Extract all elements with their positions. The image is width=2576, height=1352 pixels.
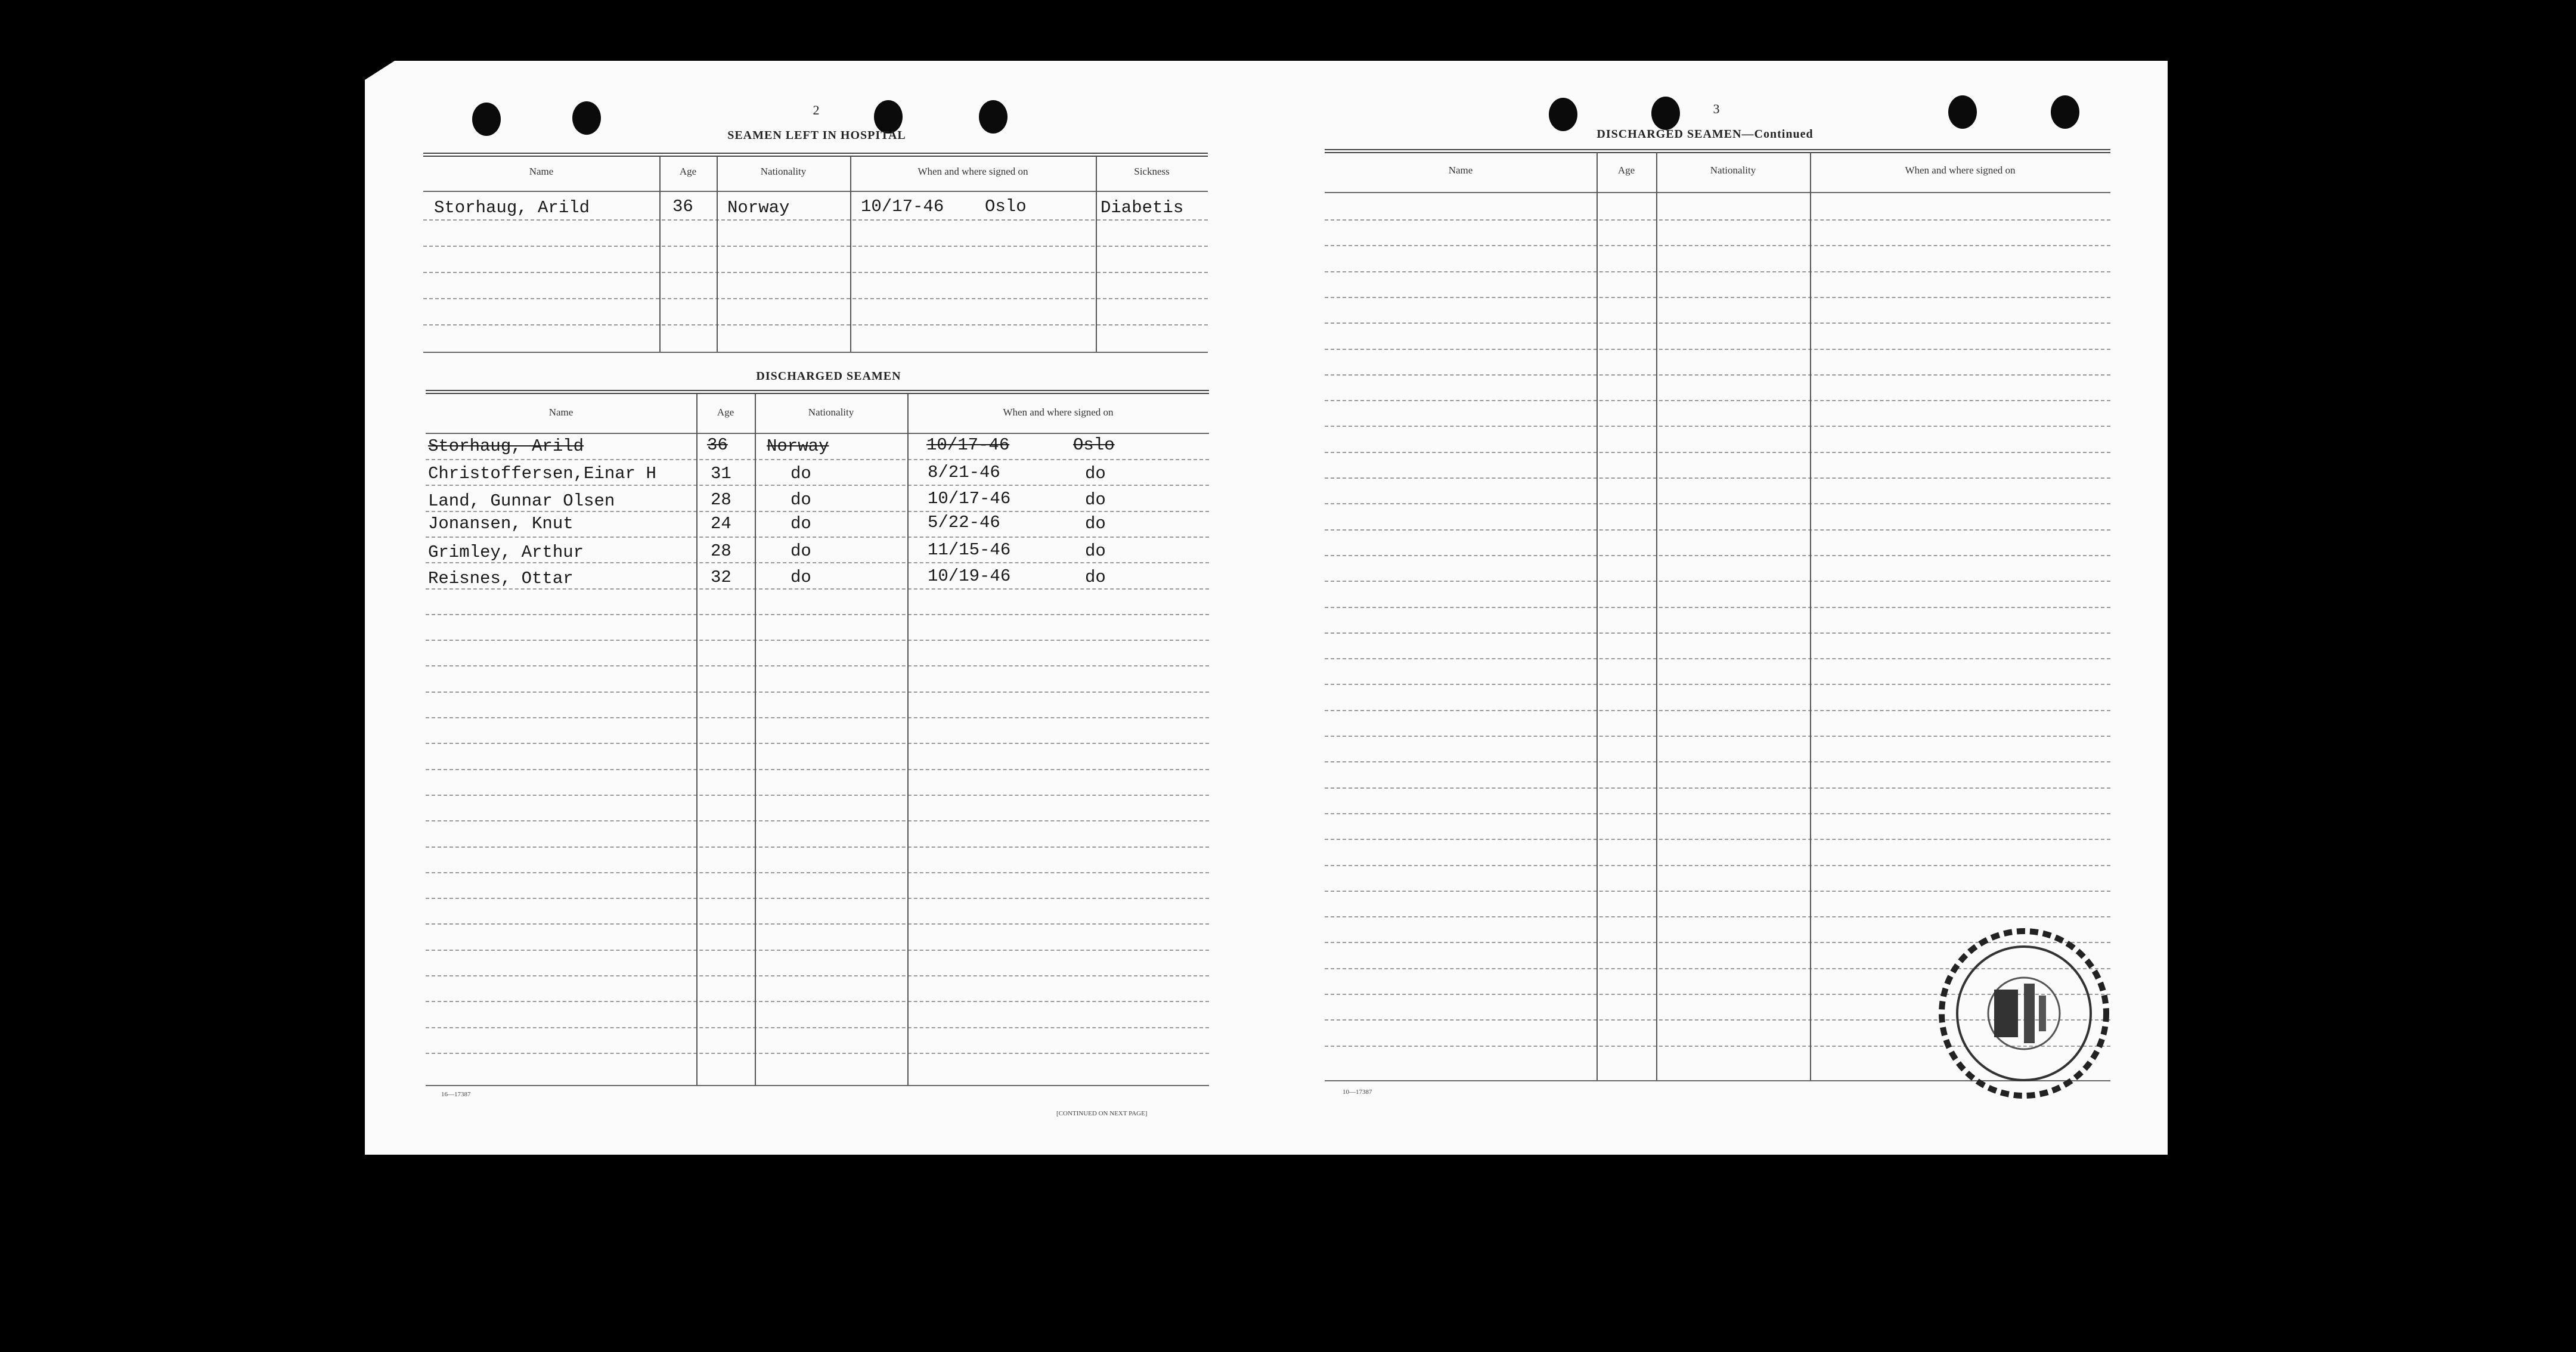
form-number: 16—17387 [441,1091,471,1098]
col-header-nationality: Nationality [808,407,854,418]
row-rule [1325,529,2110,531]
table-rule [426,390,1209,394]
row-rule [426,459,1209,460]
column-divider [1597,153,1598,1080]
row-rule [1325,323,2110,324]
row-rule [426,872,1209,873]
discharged-section-title: DISCHARGED SEAMEN [756,370,901,383]
col-header-signed-on: When and where signed on [1003,407,1114,418]
row-rule [1325,271,2110,272]
row-rule [1325,503,2110,504]
table-bottom-rule [423,352,1208,353]
cell-date: 5/22-46 [928,513,1000,532]
row-rule [423,324,1208,325]
row-rule [1325,555,2110,556]
row-rule [1325,684,2110,685]
row-rule [423,246,1208,247]
row-rule [1325,400,2110,401]
cell-nationality: do [791,541,811,561]
row-rule [1325,865,2110,866]
column-divider [907,393,909,1085]
row-rule [1325,581,2110,582]
row-rule [426,614,1209,615]
hospital-section-title: SEAMEN LEFT IN HOSPITAL [727,129,906,142]
row-rule [1325,736,2110,737]
row-rule [1325,787,2110,789]
column-divider [1096,156,1097,352]
col-header-name: Name [1448,165,1473,176]
col-header-nationality: Nationality [1710,165,1756,176]
punch-hole [979,100,1008,134]
row-rule [426,1001,1209,1002]
cell-age: 28 [711,541,731,561]
row-rule [426,562,1209,563]
row-rule [426,923,1209,925]
row-rule [1325,891,2110,892]
cell-date: 11/15-46 [928,540,1011,560]
row-rule [1325,632,2110,634]
page-number-right: 3 [1713,101,1720,116]
row-rule [1325,710,2110,711]
col-header-nationality: Nationality [760,166,807,177]
row-rule [426,717,1209,718]
col-header-age: Age [717,407,734,418]
header-rule [423,191,1208,192]
column-divider [717,156,718,352]
cell-name: Grimley, Arthur [428,542,584,562]
row-rule [423,298,1208,299]
cell-date: 10/19-46 [928,566,1011,586]
col-header-age: Age [1617,165,1635,176]
punch-hole [1948,95,1977,129]
row-rule [1325,426,2110,427]
column-divider [755,393,756,1085]
row-rule [426,950,1209,951]
cell-age: 36 [707,435,728,455]
table-bottom-rule [426,1085,1209,1086]
row-rule [1325,219,2110,221]
document-page [365,61,2168,1155]
cell-nationality: do [791,514,811,534]
cell-age: 32 [711,568,731,587]
cell-date: 10/17-46 [926,435,1010,455]
row-rule [1325,813,2110,814]
cell-date: 8/21-46 [928,463,1000,482]
table-rule [1325,149,2110,153]
cell-place: do [1085,490,1106,510]
column-divider [696,393,698,1085]
row-rule [1325,607,2110,608]
column-divider [850,156,851,352]
row-rule [1325,839,2110,840]
col-header-signed-on: When and where signed on [1905,165,2016,176]
col-header-signed-on: When and where signed on [917,166,1028,177]
cell-place: do [1085,541,1106,561]
cell-place: Oslo [985,197,1027,216]
header-rule [1325,192,2110,193]
row-rule [426,1027,1209,1028]
row-rule [426,846,1209,848]
punch-hole [1549,98,1577,131]
cell-nationality: Norway [767,436,829,456]
row-rule [426,1053,1209,1054]
row-rule [423,272,1208,273]
row-rule [1325,297,2110,298]
row-rule [426,537,1209,538]
row-rule [1325,761,2110,762]
col-header-age: Age [679,166,697,177]
table-rule [423,153,1208,157]
row-rule [1325,477,2110,479]
cell-sickness: Diabetis [1101,198,1184,218]
cell-name: Storhaug, Arild [428,436,584,456]
page-number-left: 2 [813,103,820,117]
continued-note: [CONTINUED ON NEXT PAGE] [1056,1110,1148,1117]
row-rule [426,665,1209,666]
cell-age: 36 [672,197,693,216]
column-divider [1656,153,1657,1080]
punch-hole [572,101,601,135]
col-header-name: Name [529,166,554,177]
cell-name: Christoffersen,Einar H [428,464,656,483]
row-rule [1325,452,2110,453]
cell-date: 10/17-46 [861,197,944,216]
cell-place: do [1085,464,1106,483]
postmark-stamp [1935,924,2119,1109]
row-rule [423,219,1208,221]
row-rule [1325,916,2110,917]
cell-place: Oslo [1073,435,1115,455]
cell-place: do [1085,514,1106,534]
col-header-name: Name [548,407,574,418]
row-rule [1325,245,2110,246]
cell-name: Storhaug, Arild [434,198,590,218]
row-rule [1325,349,2110,350]
row-rule [1325,374,2110,376]
row-rule [426,898,1209,899]
row-rule [426,743,1209,744]
row-rule [426,795,1209,796]
cell-name: Land, Gunnar Olsen [428,491,615,511]
row-rule [426,769,1209,770]
punch-hole [472,103,501,136]
cell-date: 10/17-46 [928,489,1011,508]
row-rule [426,975,1209,976]
column-divider [1810,153,1811,1080]
discharged-continued-title: DISCHARGED SEAMEN—Continued [1597,128,1814,141]
col-header-sickness: Sickness [1134,166,1170,177]
punch-hole [2051,95,2079,129]
row-rule [426,640,1209,641]
cell-age: 28 [711,490,731,510]
cell-nationality: do [791,464,811,483]
row-rule [426,485,1209,486]
punch-hole [1651,97,1680,130]
row-rule [426,691,1209,693]
cell-nationality: do [791,568,811,587]
cell-name: Jonansen, Knut [428,514,574,534]
column-divider [659,156,661,352]
header-rule [426,433,1209,434]
form-number: 10—17387 [1343,1089,1372,1096]
row-rule [426,820,1209,821]
cell-age: 24 [711,514,731,534]
cell-name: Reisnes, Ottar [428,569,574,588]
cell-nationality: do [791,490,811,510]
cell-age: 31 [711,464,731,483]
cell-place: do [1085,568,1106,587]
row-rule [1325,658,2110,659]
cell-nationality: Norway [727,198,790,218]
